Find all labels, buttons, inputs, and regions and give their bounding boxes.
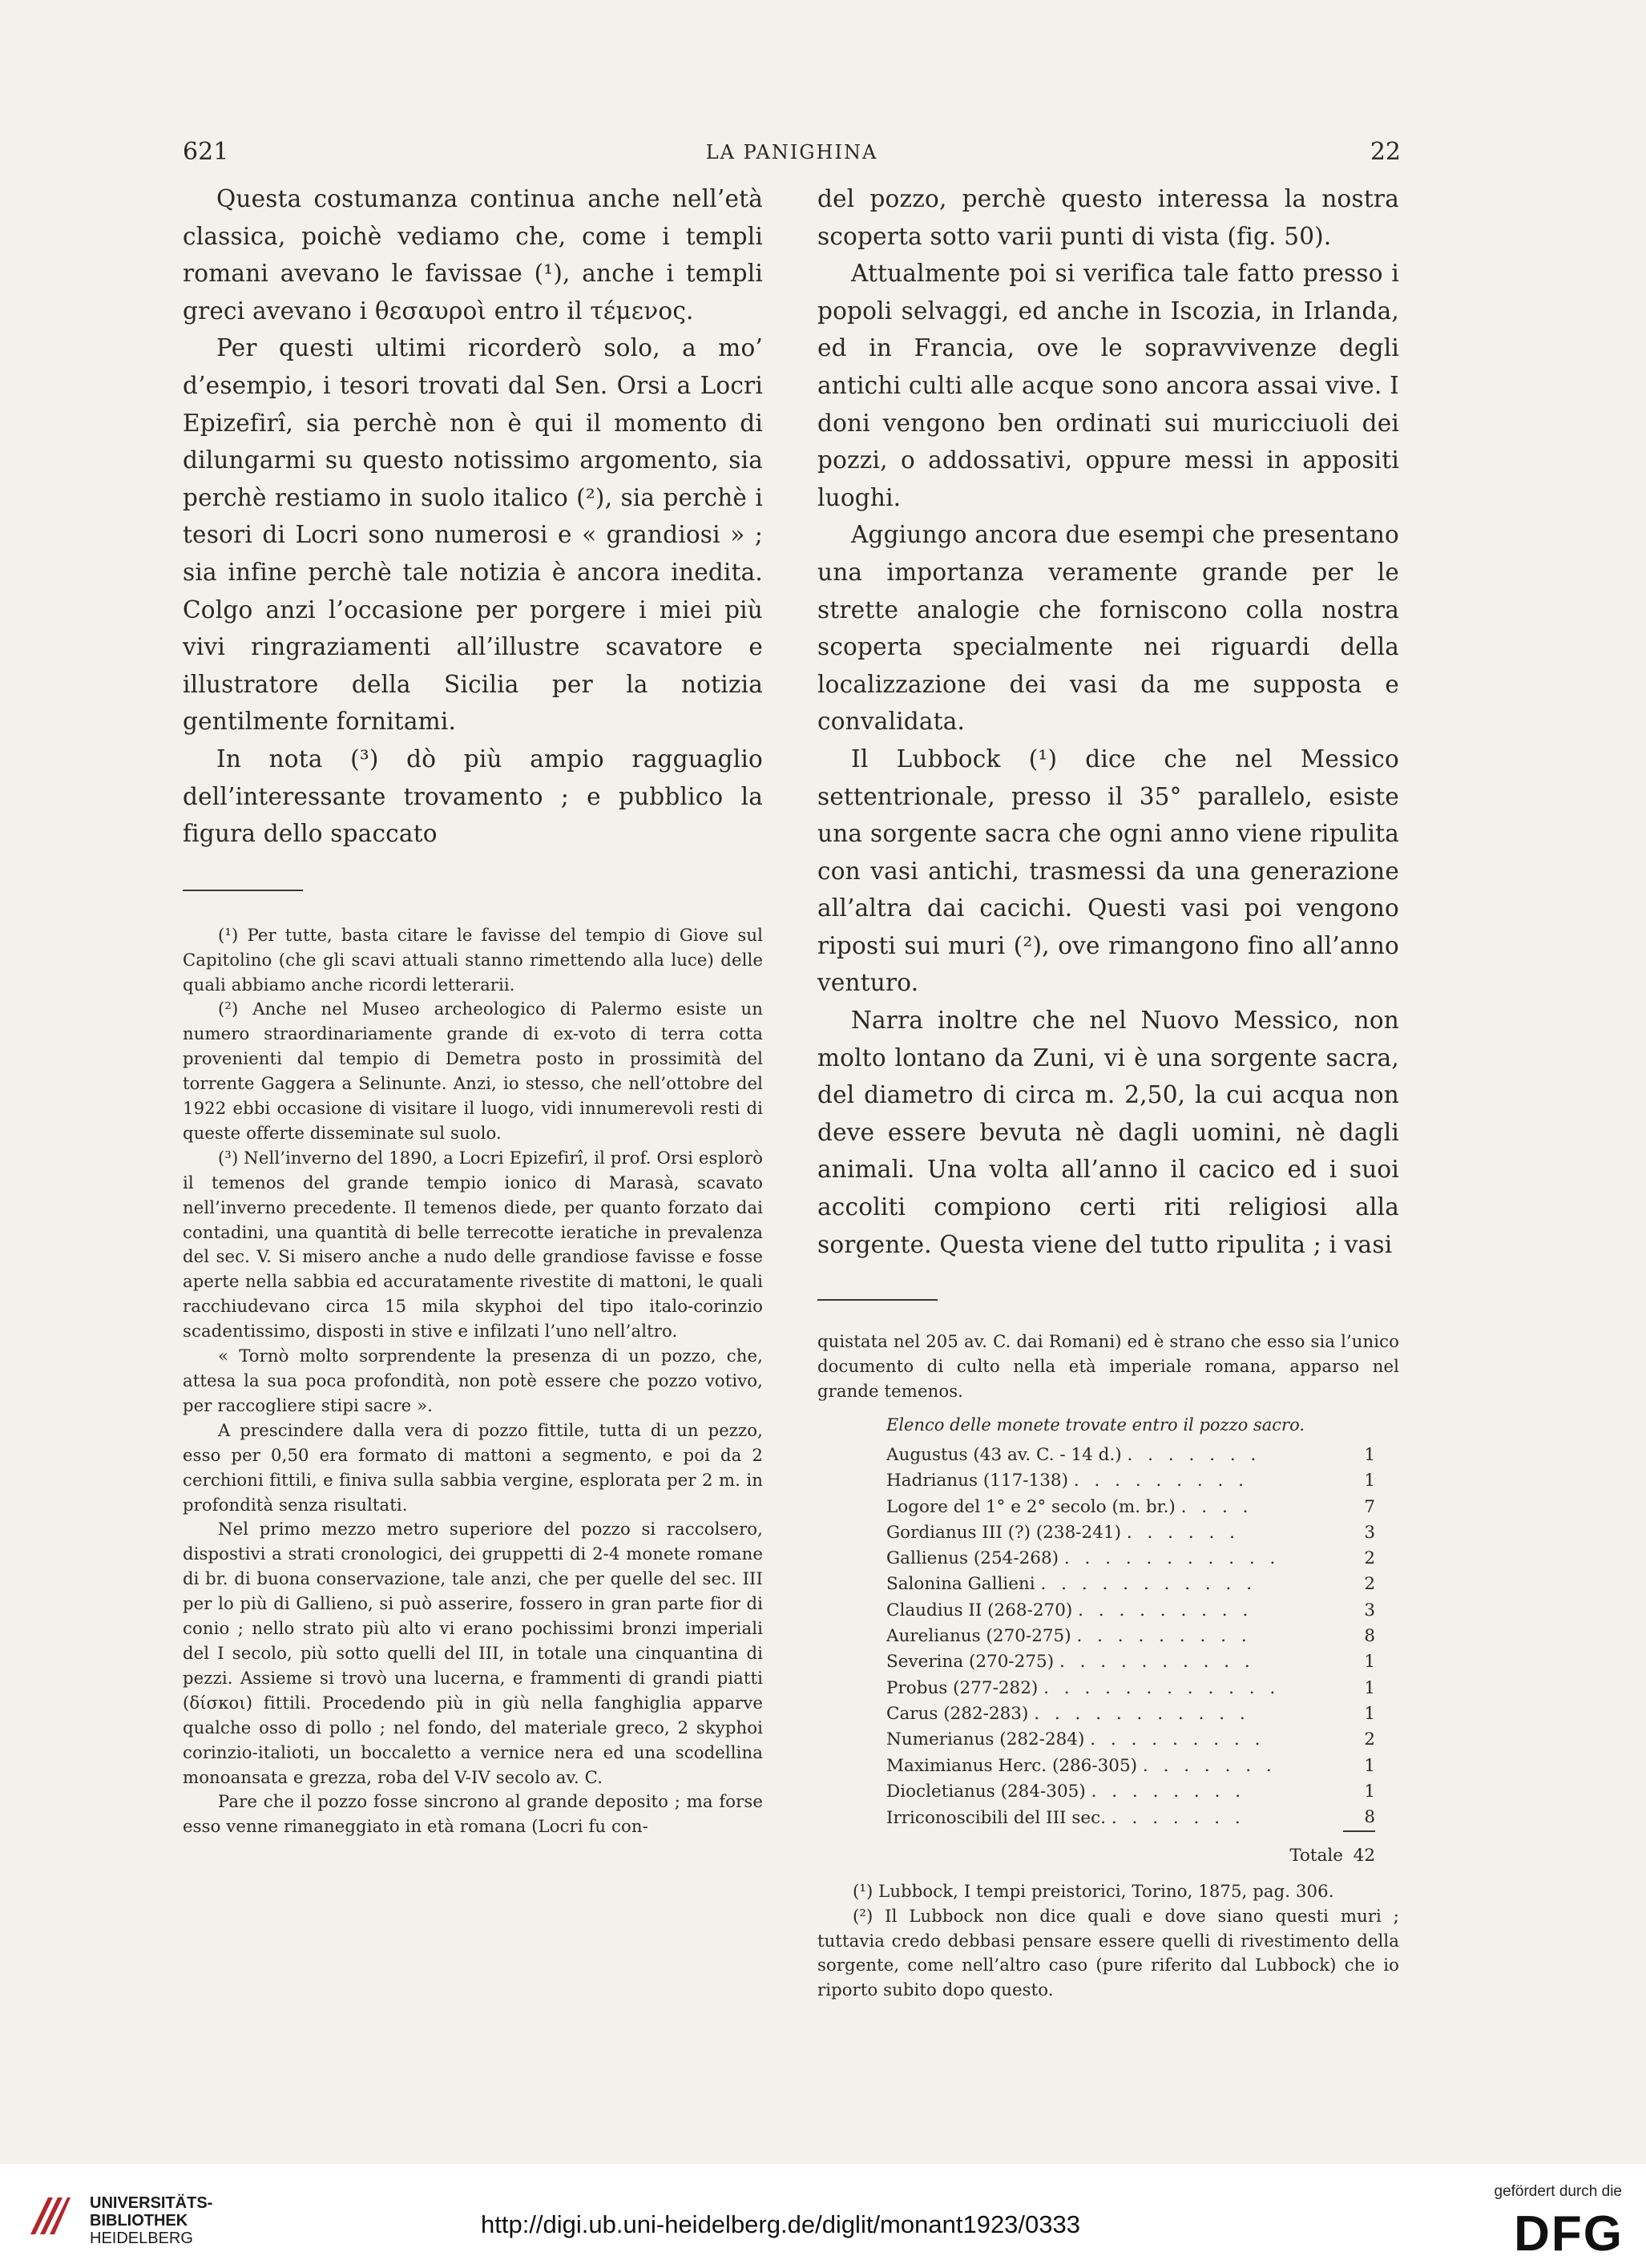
coin-row [886,1546,1375,1572]
coin-name [886,1676,1343,1701]
coin-name [886,1443,1343,1468]
coin-label: Diocletianus (284-305) [886,1781,1086,1802]
right-body-text [817,180,1399,1263]
leader-dots: . . . . . . . [1111,1807,1245,1828]
left-footnotes [183,923,763,1840]
page-number-right: 22 [1370,138,1401,166]
leader-dots: . . . . . . . . . . . [1034,1703,1250,1724]
coin-row [886,1727,1375,1753]
total-row [886,1831,1375,1869]
dfg-logo: DFG [1514,2206,1624,2262]
coin-label: Irriconoscibili del III sec. [886,1807,1107,1828]
coin-row [886,1624,1375,1649]
paragraph: Questa costumanza continua anche nell’età classica, poichè vediamo che, come i templi romani avevano le favissae (¹), anche i templi greci avevano i θεσαυροὶ entro il τέμενος. [183,185,763,325]
coin-row [886,1676,1375,1701]
right-column [817,180,1399,2003]
page-number-left: 621 [183,138,229,166]
coin-count: 7 [1364,1496,1375,1517]
coin-row [886,1753,1375,1779]
coin-name [886,1701,1343,1727]
leader-dots: . . . . . . . [1127,1444,1261,1465]
coin-count: 2 [1364,1548,1375,1569]
coin-row [886,1468,1375,1494]
coin-row [886,1779,1375,1805]
coin-name [886,1805,1343,1831]
coin-row [886,1572,1375,1597]
coin-row [886,1805,1375,1831]
coin-label: Augustus (43 av. C. - 14 d.) [886,1444,1122,1465]
coin-count: 1 [1364,1781,1375,1802]
coin-label: Claudius II (268-270) [886,1600,1073,1620]
library-line: HEIDELBERG [90,2230,193,2247]
coin-count: 1 [1364,1755,1375,1776]
left-column [183,180,763,1839]
paragraph: del pozzo, perchè questo interessa la nostra scoperta sotto varii punti di vista (fig. 50). [817,185,1399,250]
footnote: (¹) Per tutte, basta citare le favisse del tempio di Giove sul Capitolino (che gli scavi attuali stanno rimettendo alla luce) delle quali abbiamo anche ricordi letterarii. [183,924,763,995]
footnote-divider [817,1299,938,1301]
coin-label: Numerianus (282-284) [886,1729,1085,1750]
footnote: « Tornò molto sorprendente la presenza di un pozzo, che, attesa la sua poca profondità, non potè essere che pozzo votivo, per raccogliere stipi sacre ». [183,1346,763,1415]
leader-dots: . . . . . . . . . . [1059,1652,1255,1673]
coin-table-title: Elenco delle monete trovate entro il pozzo sacro. [886,1414,1305,1435]
leader-dots: . . . . . . [1126,1522,1241,1543]
coin-count: 2 [1364,1574,1375,1595]
digitization-footer [0,2164,1646,2268]
paragraph: Attualmente poi si verifica tale fatto presso i popoli selvaggi, ed anche in Iscozia, in Irlanda, ed in Francia, ove le sopravvivenze degli antichi culti alle acque sono ancora assai vive. I doni vengono ben ordinati sui muricciuoli dei pozzi, o addossativi, oppure messi in appositi luoghi. [817,260,1399,511]
coin-name [886,1779,1343,1805]
footnote: A prescindere dalla vera di pozzo fittile, tutta di un pezzo, esso per 0,50 era formato di mattoni a segmento, e poi da 2 cerchioni fittili, e finiva sulla sabbia vergine, esplorata per 2 m. in profondità senza risultati. [183,1419,763,1515]
coin-count: 3 [1364,1522,1375,1543]
footnote: (³) Nell’inverno del 1890, a Locri Epizefirî, il prof. Orsi esplorò il temenos del grande tempio ionico di Marasà, scavato nell’inverno precedente. Il temenos diede, per quanto forzato dai contadini, una quantità di belle terrecotte ieratiche in prevalenza del sec. V. Si misero anche a nudo delle grandiose favisse e fosse aperte nella sabbia ed accuratamente rivestite di mattoni, le quali racchiudevano circa 15 mila skyphoi del tipo italo-corinzio scadentissimo, disposti in stive e infilzati l’uno nell’altro. [183,1147,763,1342]
footnote-divider [183,890,303,891]
coin-count: 8 [1364,1807,1375,1828]
leader-dots: . . . . . . . . [1091,1781,1246,1802]
running-header [183,138,1401,170]
leader-dots: . . . . . . . . . . . . [1043,1677,1281,1698]
coin-label: Gordianus III (?) (238-241) [886,1522,1121,1543]
funded-by-label: gefördert durch die [1494,2183,1622,2200]
footnote-continuation: quistata nel 205 av. C. dai Romani) ed è strano che esso sia l’unico documento di culto nella età imperiale romana, apparso nel grande temenos. [817,1331,1399,1402]
coin-name [886,1546,1343,1572]
footnote: (²) Anche nel Museo archeologico di Palermo esiste un numero straordinariamente grande di ex-voto di terra cotta provenienti dal tempio di Demetra posto in prossimità del torrente Gaggera a Selinunte. Anzi, io stesso, che nell’ottobre del 1922 ebbi occasione di visitare il luogo, vidi innumerevoli resti di queste offerte disseminate sul suolo. [183,999,763,1143]
coin-label: Salonina Gallieni [886,1574,1035,1595]
coin-count: 1 [1364,1444,1375,1465]
coin-name [886,1598,1343,1624]
coin-label: Probus (277-282) [886,1677,1039,1698]
right-footnotes [817,1330,1399,2003]
coin-name [886,1753,1343,1779]
footnote: (¹) Lubbock, I tempi preistorici, Torino, 1875, pag. 306. [853,1880,1334,1901]
library-name [90,2194,212,2247]
leader-dots: . . . . . . . . . . . [1040,1574,1257,1595]
coin-label: Gallienus (254-268) [886,1548,1059,1569]
paragraph: Narra inoltre che nel Nuovo Messico, non molto lontano da Zuni, vi è una sorgente sacra, del diametro di circa m. 2,50, la cui acqua non deve essere bevuta nè dagli uomini, nè dagli animali. Una volta all’anno il cacico ed i suoi accoliti compiono certi riti religiosi alla sorgente. Questa viene del tutto ripulita ; i vasi [817,1007,1399,1258]
coin-name [886,1495,1343,1520]
coin-name [886,1520,1343,1546]
leader-dots: . . . . [1180,1496,1253,1517]
coin-count: 1 [1364,1677,1375,1698]
paragraph: Per questi ultimi ricorderò solo, a mo’ d’esempio, i tesori trovati dal Sen. Orsi a Locri Epizefirî, sia perchè non è qui il momento di dilungarmi su questo notissimo argomento, sia perchè restiamo in suolo italico (²), sia perchè i tesori di Locri sono numerosi e « grandiosi » ; sia infine perchè tale notizia è ancora inedita. Colgo anzi l’occasione per porgere i miei più vivi ringraziamenti all’illustre scavatore e illustratore della Sicilia per la notizia gentilmente fornitami. [183,334,763,736]
paragraph: In nota (³) dò più ampio ragguaglio dell’interessante trovamento ; e pubblico la figura dello spaccato [183,745,763,848]
leader-dots: . . . . . . . . . [1076,1626,1252,1647]
leader-dots: . . . . . . . [1142,1755,1277,1776]
coin-label: Carus (282-283) [886,1703,1029,1724]
paragraph: Il Lubbock (¹) dice che nel Messico settentrionale, presso il 35° parallelo, esiste una sorgente sacra che ogni anno viene ripulita con vasi antichi, trasmessi da una generazione all’altra dai cacichi. Questi vasi poi vengono riposti sui muri (²), ove rimangono fino all’anno venturo. [817,745,1399,997]
coin-table [886,1443,1375,1870]
coin-count: 1 [1364,1471,1375,1491]
coin-name [886,1468,1343,1494]
coin-row [886,1443,1375,1468]
coin-count: 3 [1364,1600,1375,1620]
footnote: Pare che il pozzo fosse sincrono al grande deposito ; ma forse esso venne rimaneggiato in età romana (Locri fu con- [183,1791,763,1837]
coin-count: 1 [1364,1703,1375,1724]
footnote: Nel primo mezzo metro superiore del pozzo si raccolsero, dispostivi a strati cronologici, dei gruppetti di 2-4 monete romane di br. di buona conservazione, tale anzi, che per quelle del sec. III per lo più di Gallieno, si può asserire, fossero in gran parte fior di conio ; nello strato più alto vi erano pochissimi bronzi imperiali del I secolo, più sotto quelli del III, in totale una cinquantina di pezzi. Assieme si trovò una lucerna, e frammenti di grandi piatti (δίσκοι) fittili. Procedendo più in giù nella fanghiglia apparve qualche osso di pollo ; nel fondo, del materiale greco, 2 skyphoi corinzio-italioti, un boccaletto a vernice nera ed una scodellina monoansata e grezza, roba del V-IV secolo av. C. [183,1519,763,1787]
total-value: 42 [1343,1831,1375,1869]
coin-count: 8 [1364,1626,1375,1647]
footnote: (²) Il Lubbock non dice quali e dove siano questi muri ; tuttavia credo debbasi pensare essere quelli di rivestimento della sorgente, come nell’altro caso (pure riferito dal Lubbock) che io riporto subito dopo questo. [817,1905,1399,2000]
ub-heidelberg-logo-icon [24,2191,74,2241]
leader-dots: . . . . . . . . . [1090,1729,1265,1750]
library-line: BIBLIOTHEK [90,2212,188,2230]
coin-name [886,1649,1343,1675]
coin-label: Hadrianus (117-138) [886,1471,1068,1491]
leader-dots: . . . . . . . . . . . [1063,1548,1281,1569]
coin-row [886,1520,1375,1546]
coin-label: Severina (270-275) [886,1652,1055,1673]
paragraph: Aggiungo ancora due esempi che presentano una importanza veramente grande per le strette analogie che forniscono colla nostra scoperta specialmente nei riguardi della localizzazione dei vasi da me supposta e convalidata. [817,521,1399,736]
coin-count: 1 [1364,1652,1375,1673]
coin-label: Maximianus Herc. (286-305) [886,1755,1138,1776]
coin-count: 2 [1364,1729,1375,1750]
coin-label: Aurelianus (270-275) [886,1626,1071,1647]
coin-name [886,1572,1343,1597]
coin-row [886,1598,1375,1624]
coin-name [886,1624,1343,1649]
permalink[interactable]: http://digi.ub.uni-heidelberg.de/diglit/monant1923/0333 [481,2210,1080,2238]
coin-row [886,1701,1375,1727]
total-label: Totale [1289,1845,1343,1866]
leader-dots: . . . . . . . . . [1073,1471,1249,1491]
coin-row [886,1649,1375,1675]
coin-name [886,1727,1343,1753]
running-title: LA PANIGHINA [705,141,878,163]
left-body-text [183,180,763,853]
coin-label: Logore del 1° e 2° secolo (m. br.) [886,1496,1176,1517]
coin-row [886,1495,1375,1520]
library-line: UNIVERSITÄTS- [90,2194,213,2212]
leader-dots: . . . . . . . . . [1078,1600,1253,1620]
